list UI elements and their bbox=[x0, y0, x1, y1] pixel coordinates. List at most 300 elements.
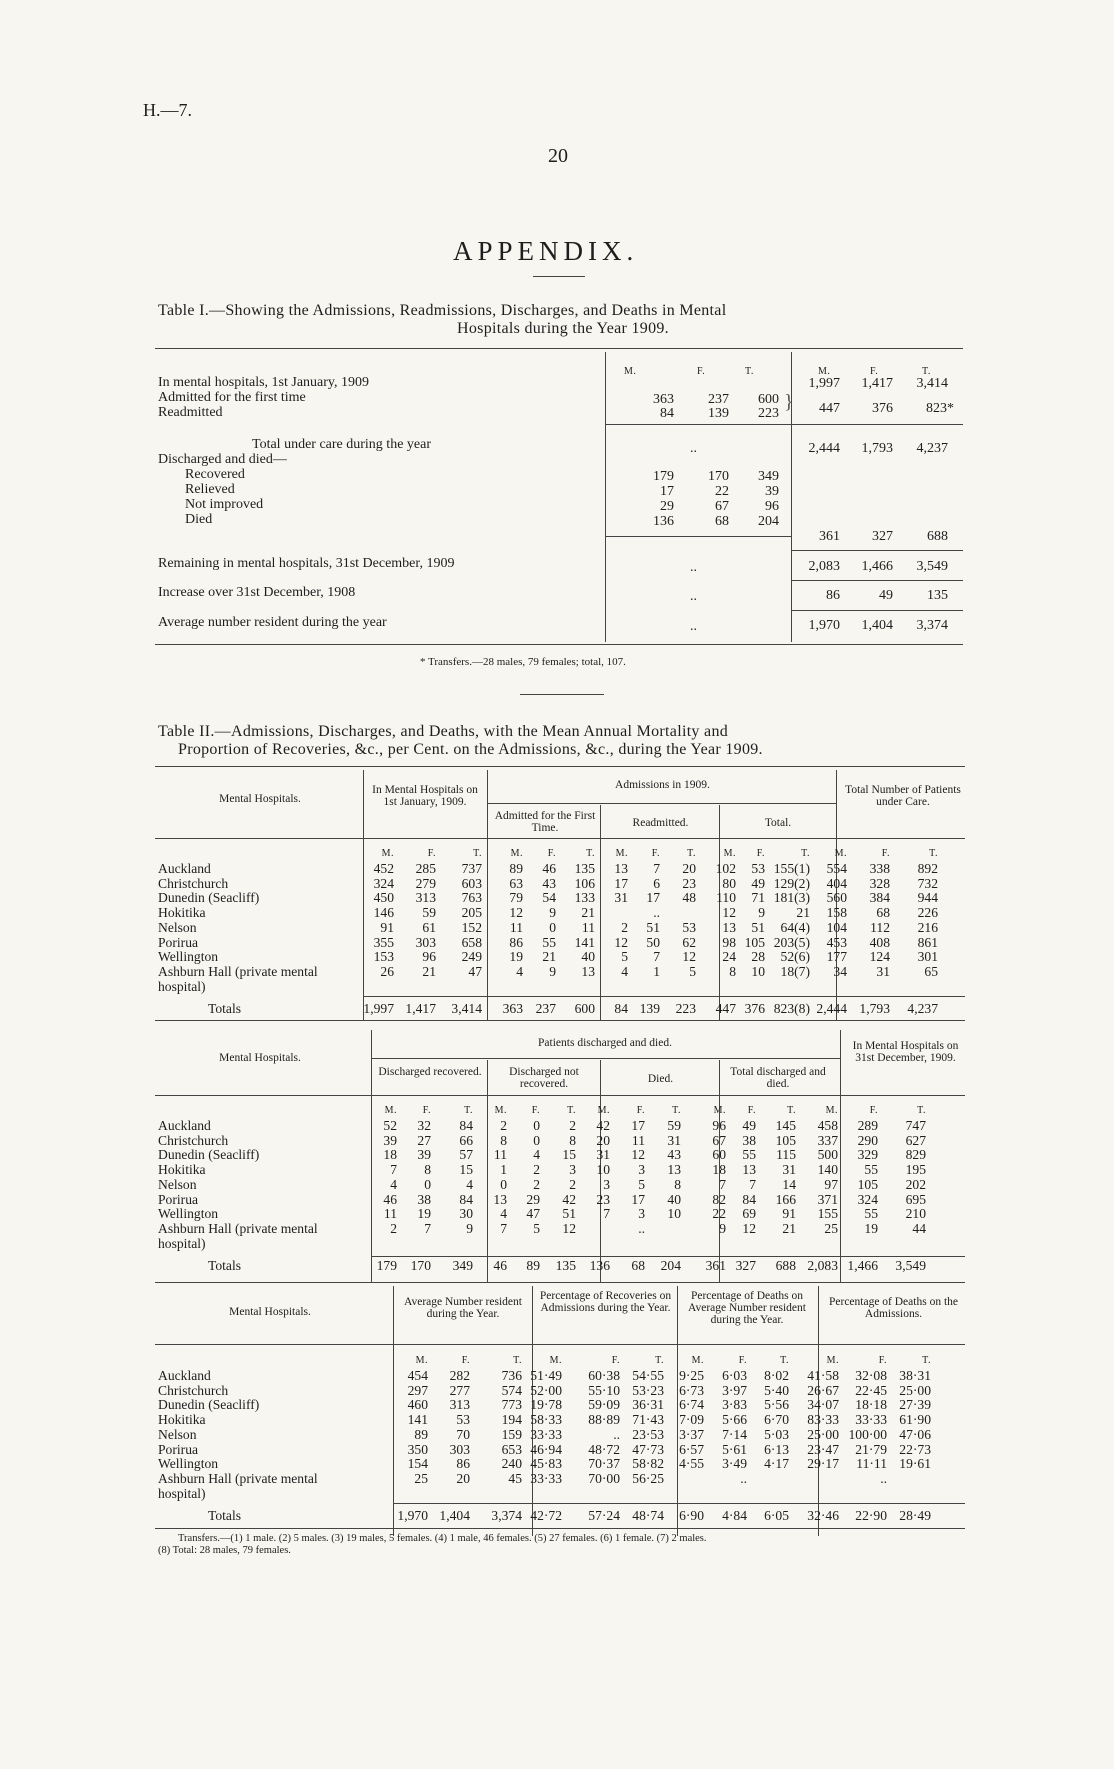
table-cell: 84 bbox=[459, 1191, 473, 1207]
table-cell bbox=[664, 1472, 704, 1487]
table-cell: 13 bbox=[742, 1162, 756, 1178]
table-cell: 0 bbox=[533, 1132, 540, 1148]
hospital-name: Auckland bbox=[158, 861, 211, 876]
s3-pct-recoveries-header: Percentage of Recoveries on Admissions during the Year. bbox=[539, 1290, 672, 1314]
table-cell: 13 bbox=[722, 919, 736, 935]
table-cell: 560 bbox=[826, 890, 847, 906]
table-cell: 10 bbox=[667, 1206, 681, 1222]
mft-header: M. bbox=[834, 848, 847, 860]
t1-adm-f: 376 bbox=[872, 401, 893, 416]
table-cell: 9 bbox=[549, 963, 556, 979]
table-cell: 83·33 bbox=[807, 1412, 839, 1428]
table-cell: 11 bbox=[581, 919, 595, 935]
table-cell: 2 bbox=[569, 1176, 576, 1192]
table-cell: 3·37 bbox=[679, 1426, 704, 1442]
table-cell: 15 bbox=[459, 1162, 473, 1178]
t1-in-f: 1,417 bbox=[861, 376, 893, 391]
table-cell: 29·17 bbox=[807, 1456, 839, 1472]
table-cell: 54·55 bbox=[632, 1368, 664, 1383]
table-cell: 24 bbox=[722, 949, 736, 965]
s3-labels bbox=[158, 1369, 333, 1524]
table-cell: 2 bbox=[390, 1220, 397, 1236]
table-cell: 205 bbox=[461, 905, 482, 921]
t1-label-increase: Increase over 31st December, 1908 bbox=[158, 585, 356, 600]
table-cell: 45 bbox=[508, 1470, 522, 1486]
t1-right-f: F. bbox=[870, 366, 879, 377]
t1-remain-mid: .. bbox=[690, 560, 697, 575]
table-cell: 55 bbox=[542, 934, 556, 950]
table-cell: 18(7) bbox=[780, 963, 810, 979]
hospital-name: Porirua bbox=[158, 1191, 199, 1207]
totals-cell: 204 bbox=[660, 1258, 681, 1274]
table-cell: 2 bbox=[569, 1118, 576, 1133]
totals-cell: 1,404 bbox=[439, 1508, 470, 1524]
totals-label: Totals bbox=[208, 1258, 242, 1274]
table-cell: 40 bbox=[667, 1191, 681, 1207]
table-cell: 195 bbox=[905, 1162, 926, 1178]
hospital-name: hospital) bbox=[158, 1485, 206, 1501]
table-cell: 33·33 bbox=[530, 1426, 562, 1442]
table-cell: 32·08 bbox=[855, 1368, 887, 1383]
table-cell: 11 bbox=[631, 1132, 645, 1148]
mft-header: F. bbox=[547, 848, 556, 860]
table-cell: 155(1) bbox=[773, 861, 810, 876]
table-cell: 53 bbox=[682, 919, 696, 935]
table-cell: 34·07 bbox=[807, 1397, 839, 1413]
table-cell: 12 bbox=[722, 905, 736, 921]
table-cell: 5·66 bbox=[722, 1412, 747, 1428]
table-cell: 11 bbox=[509, 919, 523, 935]
hospital-name: Auckland bbox=[158, 1368, 211, 1383]
table-cell: 8 bbox=[729, 963, 736, 979]
table-cell: 301 bbox=[917, 949, 938, 965]
s2-totals-rule bbox=[371, 1256, 965, 1257]
table-cell: 52·00 bbox=[530, 1382, 562, 1398]
table-cell: 500 bbox=[817, 1147, 838, 1163]
table-cell: 861 bbox=[917, 934, 938, 950]
table-cell: 4 bbox=[500, 1206, 507, 1222]
t1-label-remaining: Remaining in mental hospitals, 31st December, 1909 bbox=[158, 556, 455, 571]
table-cell: 324 bbox=[857, 1191, 878, 1207]
totals-cell: 46 bbox=[493, 1258, 507, 1274]
table-cell: 61·90 bbox=[899, 1412, 931, 1428]
table-cell: 38 bbox=[417, 1191, 431, 1207]
table1-divider-left bbox=[605, 352, 606, 642]
hospital-name: Nelson bbox=[158, 1176, 197, 1192]
t1-label-total-care: Total under care during the year bbox=[252, 437, 431, 452]
table-cell: 240 bbox=[501, 1456, 522, 1472]
table-cell: 6·03 bbox=[722, 1368, 747, 1383]
table-cell: 152 bbox=[461, 919, 482, 935]
t1-care-m: 2,444 bbox=[808, 441, 840, 456]
table-cell: 404 bbox=[826, 875, 847, 891]
t1-inc-t: 135 bbox=[927, 588, 948, 603]
table-cell: 33·33 bbox=[855, 1412, 887, 1428]
table-cell: 71 bbox=[751, 890, 765, 906]
t1-ni-t: 96 bbox=[765, 499, 779, 514]
table-cell: 158 bbox=[826, 905, 847, 921]
table-cell: 7 bbox=[749, 1176, 756, 1192]
table-cell: 0 bbox=[549, 919, 556, 935]
table-cell: 82 bbox=[712, 1191, 726, 1207]
totals-cell: 3,374 bbox=[491, 1508, 522, 1524]
t1-first-f: 237 bbox=[708, 392, 729, 407]
table-cell: 43 bbox=[542, 875, 556, 891]
s2-header-rule bbox=[155, 1095, 965, 1096]
t1-inc-m: 86 bbox=[826, 588, 840, 603]
mft-header: T. bbox=[586, 848, 595, 860]
t1-dis-m: 361 bbox=[819, 529, 840, 544]
table2-footnote-line1: Transfers.—(1) 1 male. (2) 5 males. (3) 19 males, 5 females. (4) 1 male, 46 females. (5) 27 females. (6) 1 female. (7) 2 males. bbox=[178, 1533, 707, 1544]
table-cell: 8 bbox=[500, 1132, 507, 1148]
table-cell: 12 bbox=[614, 934, 628, 950]
totals-cell: 48·74 bbox=[632, 1508, 664, 1524]
table-cell: 51·49 bbox=[530, 1368, 562, 1383]
table-cell: 47 bbox=[468, 963, 482, 979]
table-cell: 53 bbox=[456, 1412, 470, 1428]
totals-cell: 6·90 bbox=[679, 1508, 704, 1524]
table-cell bbox=[645, 1222, 681, 1237]
table-cell: 203(5) bbox=[773, 934, 810, 950]
s1-total-patients-header: Total Number of Patients under Care. bbox=[845, 784, 961, 808]
table-cell: 18·18 bbox=[855, 1397, 887, 1413]
table-cell: 52(6) bbox=[780, 949, 810, 965]
table-cell: 453 bbox=[826, 934, 847, 950]
table-cell: 146 bbox=[373, 905, 394, 921]
table-cell: 55·10 bbox=[588, 1382, 620, 1398]
table-cell: 154 bbox=[407, 1456, 428, 1472]
table-cell: 145 bbox=[775, 1118, 796, 1133]
table-cell: 19 bbox=[864, 1220, 878, 1236]
table2-footnote-line2: (8) Total: 28 males, 79 females. bbox=[158, 1545, 291, 1556]
table-cell: 25·00 bbox=[807, 1426, 839, 1442]
table-cell: 13 bbox=[614, 861, 628, 876]
table-cell: 460 bbox=[407, 1397, 428, 1413]
table-cell: 408 bbox=[869, 934, 890, 950]
t1-readm-f: 139 bbox=[708, 406, 729, 421]
table-cell: 2 bbox=[500, 1118, 507, 1133]
table-cell: 8·02 bbox=[764, 1368, 789, 1383]
mft-header: M. bbox=[384, 1105, 397, 1117]
table-cell: 67 bbox=[712, 1132, 726, 1148]
table-cell: 695 bbox=[905, 1191, 926, 1207]
t1-dis-f: 327 bbox=[872, 529, 893, 544]
table-cell: 6·73 bbox=[679, 1382, 704, 1398]
s2-not-recovered-header: Discharged not recovered. bbox=[509, 1066, 579, 1090]
table-cell: 313 bbox=[449, 1397, 470, 1413]
table-cell: 12 bbox=[682, 949, 696, 965]
s3-pct-deaths-avg-header: Percentage of Deaths on Average Number resident during the Year. bbox=[688, 1290, 806, 1326]
s1-top-rule bbox=[155, 766, 965, 767]
totals-cell: 28·49 bbox=[899, 1508, 931, 1524]
table-cell: 6 bbox=[653, 875, 660, 891]
table-cell: 7 bbox=[500, 1220, 507, 1236]
table-cell: 86 bbox=[509, 934, 523, 950]
table-cell: 181(3) bbox=[773, 890, 810, 906]
mft-header: M. bbox=[494, 1105, 507, 1117]
table-cell: 279 bbox=[415, 875, 436, 891]
t1-right-rule3 bbox=[791, 580, 963, 581]
s3-hospitals-header: Mental Hospitals. bbox=[229, 1306, 311, 1318]
mft-header: M. bbox=[381, 848, 394, 860]
table-cell: 5 bbox=[533, 1220, 540, 1236]
mft-header: M. bbox=[549, 1355, 562, 1367]
table-cell: 22 bbox=[712, 1206, 726, 1222]
table-cell: 80 bbox=[722, 875, 736, 891]
table-cell: 658 bbox=[461, 934, 482, 950]
t1-rel-m: 17 bbox=[660, 484, 674, 499]
table-cell: 20 bbox=[682, 861, 696, 876]
table-cell: 58·82 bbox=[632, 1456, 664, 1472]
table-cell: 23·53 bbox=[632, 1426, 664, 1442]
mft-header: F. bbox=[738, 1355, 747, 1367]
table-cell: 5·03 bbox=[764, 1426, 789, 1442]
table-cell: 3·83 bbox=[722, 1397, 747, 1413]
s3-totals-rule bbox=[393, 1503, 965, 1504]
table-cell: 159 bbox=[501, 1426, 522, 1442]
mft-header: M. bbox=[691, 1355, 704, 1367]
hospital-name: hospital) bbox=[158, 978, 206, 994]
table-cell: 42 bbox=[562, 1191, 576, 1207]
table-cell: 0 bbox=[500, 1176, 507, 1192]
table-cell: 4 bbox=[533, 1147, 540, 1163]
table1-footnote: * Transfers.—28 males, 79 females; total, 107. bbox=[420, 656, 626, 668]
table-cell: 21 bbox=[542, 949, 556, 965]
s3-grid bbox=[393, 1354, 931, 1524]
t1-care-t: 4,237 bbox=[916, 441, 948, 456]
table-cell: 124 bbox=[869, 949, 890, 965]
table-cell: 141 bbox=[407, 1412, 428, 1428]
mft-header: F. bbox=[422, 1105, 431, 1117]
totals-cell: 3,414 bbox=[451, 1001, 482, 1017]
table-cell: 44 bbox=[912, 1220, 926, 1236]
table-cell: 7 bbox=[653, 861, 660, 876]
totals-cell: 32·46 bbox=[807, 1508, 839, 1524]
table-cell: 129(2) bbox=[773, 875, 810, 891]
s1-mid-rule bbox=[487, 803, 836, 804]
mft-header: F. bbox=[461, 1355, 470, 1367]
table-cell: 62 bbox=[682, 934, 696, 950]
table-cell: 11·11 bbox=[856, 1456, 887, 1472]
table-cell: 96 bbox=[422, 949, 436, 965]
table-cell: 59 bbox=[422, 905, 436, 921]
t1-label-average: Average number resident during the year bbox=[158, 615, 387, 630]
t1-first-t: 600 bbox=[758, 392, 779, 407]
table-cell: .. bbox=[638, 1220, 645, 1236]
table-cell: 63 bbox=[509, 875, 523, 891]
table-cell: 52 bbox=[383, 1118, 397, 1133]
hospital-name: Wellington bbox=[158, 949, 219, 965]
table-cell: 4 bbox=[390, 1176, 397, 1192]
mft-header: F. bbox=[611, 1355, 620, 1367]
table-cell: 12 bbox=[631, 1147, 645, 1163]
t1-increase-mid: .. bbox=[690, 589, 697, 604]
table-cell: 226 bbox=[917, 905, 938, 921]
table-cell: 737 bbox=[461, 861, 482, 876]
table-cell: 55 bbox=[742, 1147, 756, 1163]
table-cell: 10 bbox=[751, 963, 765, 979]
t1-right-rule4 bbox=[791, 610, 963, 611]
table-cell: 30 bbox=[459, 1206, 473, 1222]
totals-cell: 2,083 bbox=[807, 1258, 838, 1274]
table-cell: 5·40 bbox=[764, 1382, 789, 1398]
table-cell: 58·33 bbox=[530, 1412, 562, 1428]
s2-grid bbox=[371, 1104, 926, 1274]
mft-header: F. bbox=[756, 848, 765, 860]
table-cell: 5·56 bbox=[764, 1397, 789, 1413]
table-cell: 48 bbox=[682, 890, 696, 906]
t1-average-mid: .. bbox=[690, 619, 697, 634]
totals-cell: 4·84 bbox=[722, 1508, 747, 1524]
table-cell: 11 bbox=[383, 1206, 397, 1222]
table-cell: 1 bbox=[500, 1162, 507, 1178]
totals-cell: 68 bbox=[631, 1258, 645, 1274]
t1-rel-t: 39 bbox=[765, 484, 779, 499]
t1-label-in-hospitals: In mental hospitals, 1st January, 1909 bbox=[158, 375, 370, 390]
table-cell: 3·97 bbox=[722, 1382, 747, 1398]
hospital-name: hospital) bbox=[158, 1235, 206, 1251]
table-cell: 25·00 bbox=[899, 1382, 931, 1398]
table-cell: 86 bbox=[456, 1456, 470, 1472]
table-cell: 9 bbox=[719, 1220, 726, 1236]
hospital-name: Hokitika bbox=[158, 1412, 206, 1428]
table-cell: 17 bbox=[646, 890, 660, 906]
table-cell: 7 bbox=[653, 949, 660, 965]
mft-header: F. bbox=[651, 848, 660, 860]
table-cell: 89 bbox=[414, 1426, 428, 1442]
s1-readmitted-header: Readmitted. bbox=[632, 817, 689, 829]
t1-mid-rule1 bbox=[605, 424, 791, 425]
table-cell: 4 bbox=[466, 1176, 473, 1192]
table-cell: 216 bbox=[917, 919, 938, 935]
table-cell: 773 bbox=[501, 1397, 522, 1413]
t1-avg-f: 1,404 bbox=[861, 618, 893, 633]
totals-cell: 42·72 bbox=[530, 1508, 562, 1524]
table-cell: 105 bbox=[857, 1176, 878, 1192]
mft-header: F. bbox=[881, 848, 890, 860]
table-cell: 53·23 bbox=[632, 1382, 664, 1398]
mft-header: F. bbox=[427, 848, 436, 860]
table-cell: 313 bbox=[415, 890, 436, 906]
table-cell: 26 bbox=[380, 963, 394, 979]
table-cell: 23 bbox=[596, 1191, 610, 1207]
s3-average-header: Average Number resident during the Year. bbox=[404, 1296, 522, 1320]
t1-mid-f: F. bbox=[697, 366, 706, 377]
totals-cell: 1,997 bbox=[363, 1001, 394, 1017]
table-cell: 355 bbox=[373, 934, 394, 950]
totals-cell: 170 bbox=[410, 1258, 431, 1274]
t1-died-f: 68 bbox=[715, 514, 729, 529]
t1-ni-f: 67 bbox=[715, 499, 729, 514]
mft-header: F. bbox=[636, 1105, 645, 1117]
mft-header: T. bbox=[655, 1355, 664, 1367]
t1-right-t: T. bbox=[922, 366, 931, 377]
table-cell: .. bbox=[613, 1426, 620, 1442]
t1-in-t: 3,414 bbox=[916, 376, 948, 391]
table-cell: 3 bbox=[638, 1162, 645, 1178]
totals-cell: 237 bbox=[535, 1001, 556, 1017]
table-cell: 47 bbox=[526, 1206, 540, 1222]
totals-cell: 135 bbox=[555, 1258, 576, 1274]
table-cell: 79 bbox=[509, 890, 523, 906]
t1-adm-m: 447 bbox=[819, 401, 840, 416]
table-cell: 46 bbox=[383, 1191, 397, 1207]
mft-header: M. bbox=[415, 1355, 428, 1367]
t1-avg-m: 1,970 bbox=[808, 618, 840, 633]
table-cell: 89 bbox=[509, 861, 523, 876]
totals-cell: 22·90 bbox=[855, 1508, 887, 1524]
t1-brace: } bbox=[784, 391, 794, 413]
hospital-name: Christchurch bbox=[158, 1132, 229, 1148]
table-cell: 0 bbox=[424, 1176, 431, 1192]
table-cell: 324 bbox=[373, 875, 394, 891]
s2-mid-rule bbox=[371, 1058, 840, 1059]
table2-title-line2: Proportion of Recoveries, &c., per Cent. on the Admissions, &c., during the Year 1909. bbox=[178, 741, 763, 758]
t1-rec-f: 170 bbox=[708, 469, 729, 484]
table-cell: 27 bbox=[417, 1132, 431, 1148]
mft-header: T. bbox=[917, 1105, 926, 1117]
s2-bottom-rule bbox=[155, 1282, 965, 1283]
table-cell bbox=[887, 1472, 931, 1487]
table-cell: 5 bbox=[638, 1176, 645, 1192]
table-cell: 70·37 bbox=[588, 1456, 620, 1472]
table-cell: 450 bbox=[373, 890, 394, 906]
table-cell: 12 bbox=[562, 1220, 576, 1236]
hospital-name: Ashburn Hall (private mental bbox=[158, 963, 318, 979]
table-cell: 454 bbox=[407, 1368, 428, 1383]
table-cell: 25 bbox=[824, 1220, 838, 1236]
table-cell: 38 bbox=[742, 1132, 756, 1148]
table-cell: 13 bbox=[493, 1191, 507, 1207]
table-cell: 14 bbox=[782, 1176, 796, 1192]
table-cell: 19·61 bbox=[899, 1456, 931, 1472]
table-cell: 23 bbox=[682, 875, 696, 891]
s1-labels bbox=[158, 862, 333, 1017]
s2-died-header: Died. bbox=[647, 1073, 674, 1085]
table-cell: 60·38 bbox=[588, 1368, 620, 1383]
table-cell: 6·70 bbox=[764, 1412, 789, 1428]
table-cell: 10 bbox=[596, 1162, 610, 1178]
table-cell: 54 bbox=[542, 890, 556, 906]
totals-cell: 327 bbox=[735, 1258, 756, 1274]
table-cell: 55 bbox=[864, 1206, 878, 1222]
hospital-name: Nelson bbox=[158, 919, 197, 935]
t1-right-rule1 bbox=[791, 424, 963, 425]
hospital-name: Wellington bbox=[158, 1456, 219, 1472]
mft-header: T. bbox=[567, 1105, 576, 1117]
table-cell: 21 bbox=[422, 963, 436, 979]
page-header-left: H.—7. bbox=[143, 100, 192, 120]
table-cell: 61 bbox=[422, 919, 436, 935]
hospital-name: Ashburn Hall (private mental bbox=[158, 1470, 318, 1486]
table-cell: 96 bbox=[712, 1118, 726, 1133]
t1-died-t: 204 bbox=[758, 514, 779, 529]
table-cell: 3 bbox=[603, 1176, 610, 1192]
hospital-name: Ashburn Hall (private mental bbox=[158, 1220, 318, 1236]
table-cell: 22·45 bbox=[855, 1382, 887, 1398]
table-cell: 22·73 bbox=[899, 1441, 931, 1457]
mft-header: T. bbox=[473, 848, 482, 860]
table-cell: 202 bbox=[905, 1176, 926, 1192]
table-cell: 371 bbox=[817, 1191, 838, 1207]
table-cell: 21 bbox=[796, 905, 810, 921]
table-cell: 40 bbox=[581, 949, 595, 965]
table-cell: 27·39 bbox=[899, 1397, 931, 1413]
table-cell: 84 bbox=[742, 1191, 756, 1207]
table-cell: .. bbox=[653, 905, 660, 921]
totals-cell: 376 bbox=[744, 1001, 765, 1017]
table-cell: 57 bbox=[459, 1147, 473, 1163]
